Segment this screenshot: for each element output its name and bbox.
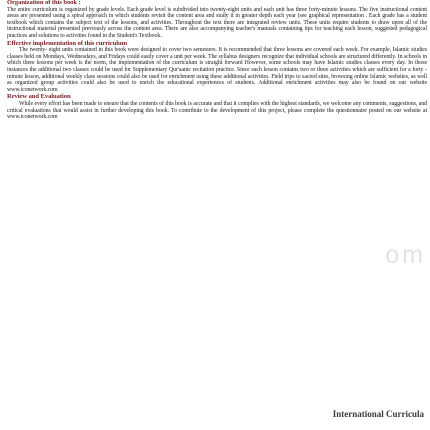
- section-heading-implementation: Effective implementation of this curriculum: [7, 39, 127, 47]
- watermark: om: [385, 242, 426, 268]
- footer-title: International Curricula: [332, 409, 424, 419]
- review-paragraph: While every effort has been made to ensure that the contents of this book is accurate and that it complies with the highest standards, we welcome any comments, suggestions, and critical evaluations that would assist in further developing this book. To contribute to the development of this project, please complete the questionnaire posted on our website at www.iconetwork.com: [7, 100, 427, 121]
- section-heading-review: Review and Evaluation: [7, 93, 71, 101]
- organization-paragraph: The entire curriculum is organized by grade levels. Each grade level is subdivided into twenty-eight units and each unit has three forty-minute lessons. The five instructional content areas are presented using a spiral approach in which students revisit the content area and study it in greater depth each year (see graphical representation . Each grade has a student textbook which contains the subject text of the lessons, and activities. Throughout the text there are integrated review units. These units require students to draw upon all of the instructional material presented previously across the content area. There are also accompanying teacher's manuals containing tips for teaching each lesson, suggested pedagogical practices and solutions to activities found in the Student's Textbook.: [7, 6, 427, 39]
- document-body: [7, 0, 427, 121]
- section-heading-organization: Organization of this book :: [7, 0, 81, 6]
- implementation-paragraph: The twenty- eight units contained in this book were designed to cover two semesters. It is recommended that three lessons are covered each week. For example, Islamic studies classes held on Mondays, Wednesdays, and Fridays could easily cover a unit per week. The syllabus designers recognize that individual schools are structured differently. In schools in which three lessons per week is the norm, the implementation of the curriculum is straight forward However, some schools may have Islamic studies classes every day. In those instances the additional two classes could be used for Supplementary Qur'aanic recitation practice. Since each lesson contains two or three activities which are sufficient for a forty - minute lesson, additional weekly class sessions could also be used for enrichment using these additional activities. Field trips to sacred sites, browsing online Islamic websites, as well as organized group activities could also be used to enrich the educational experiences of students. Additional enrichment activities may also be found on our website www.iconetwork.com: [7, 47, 427, 93]
